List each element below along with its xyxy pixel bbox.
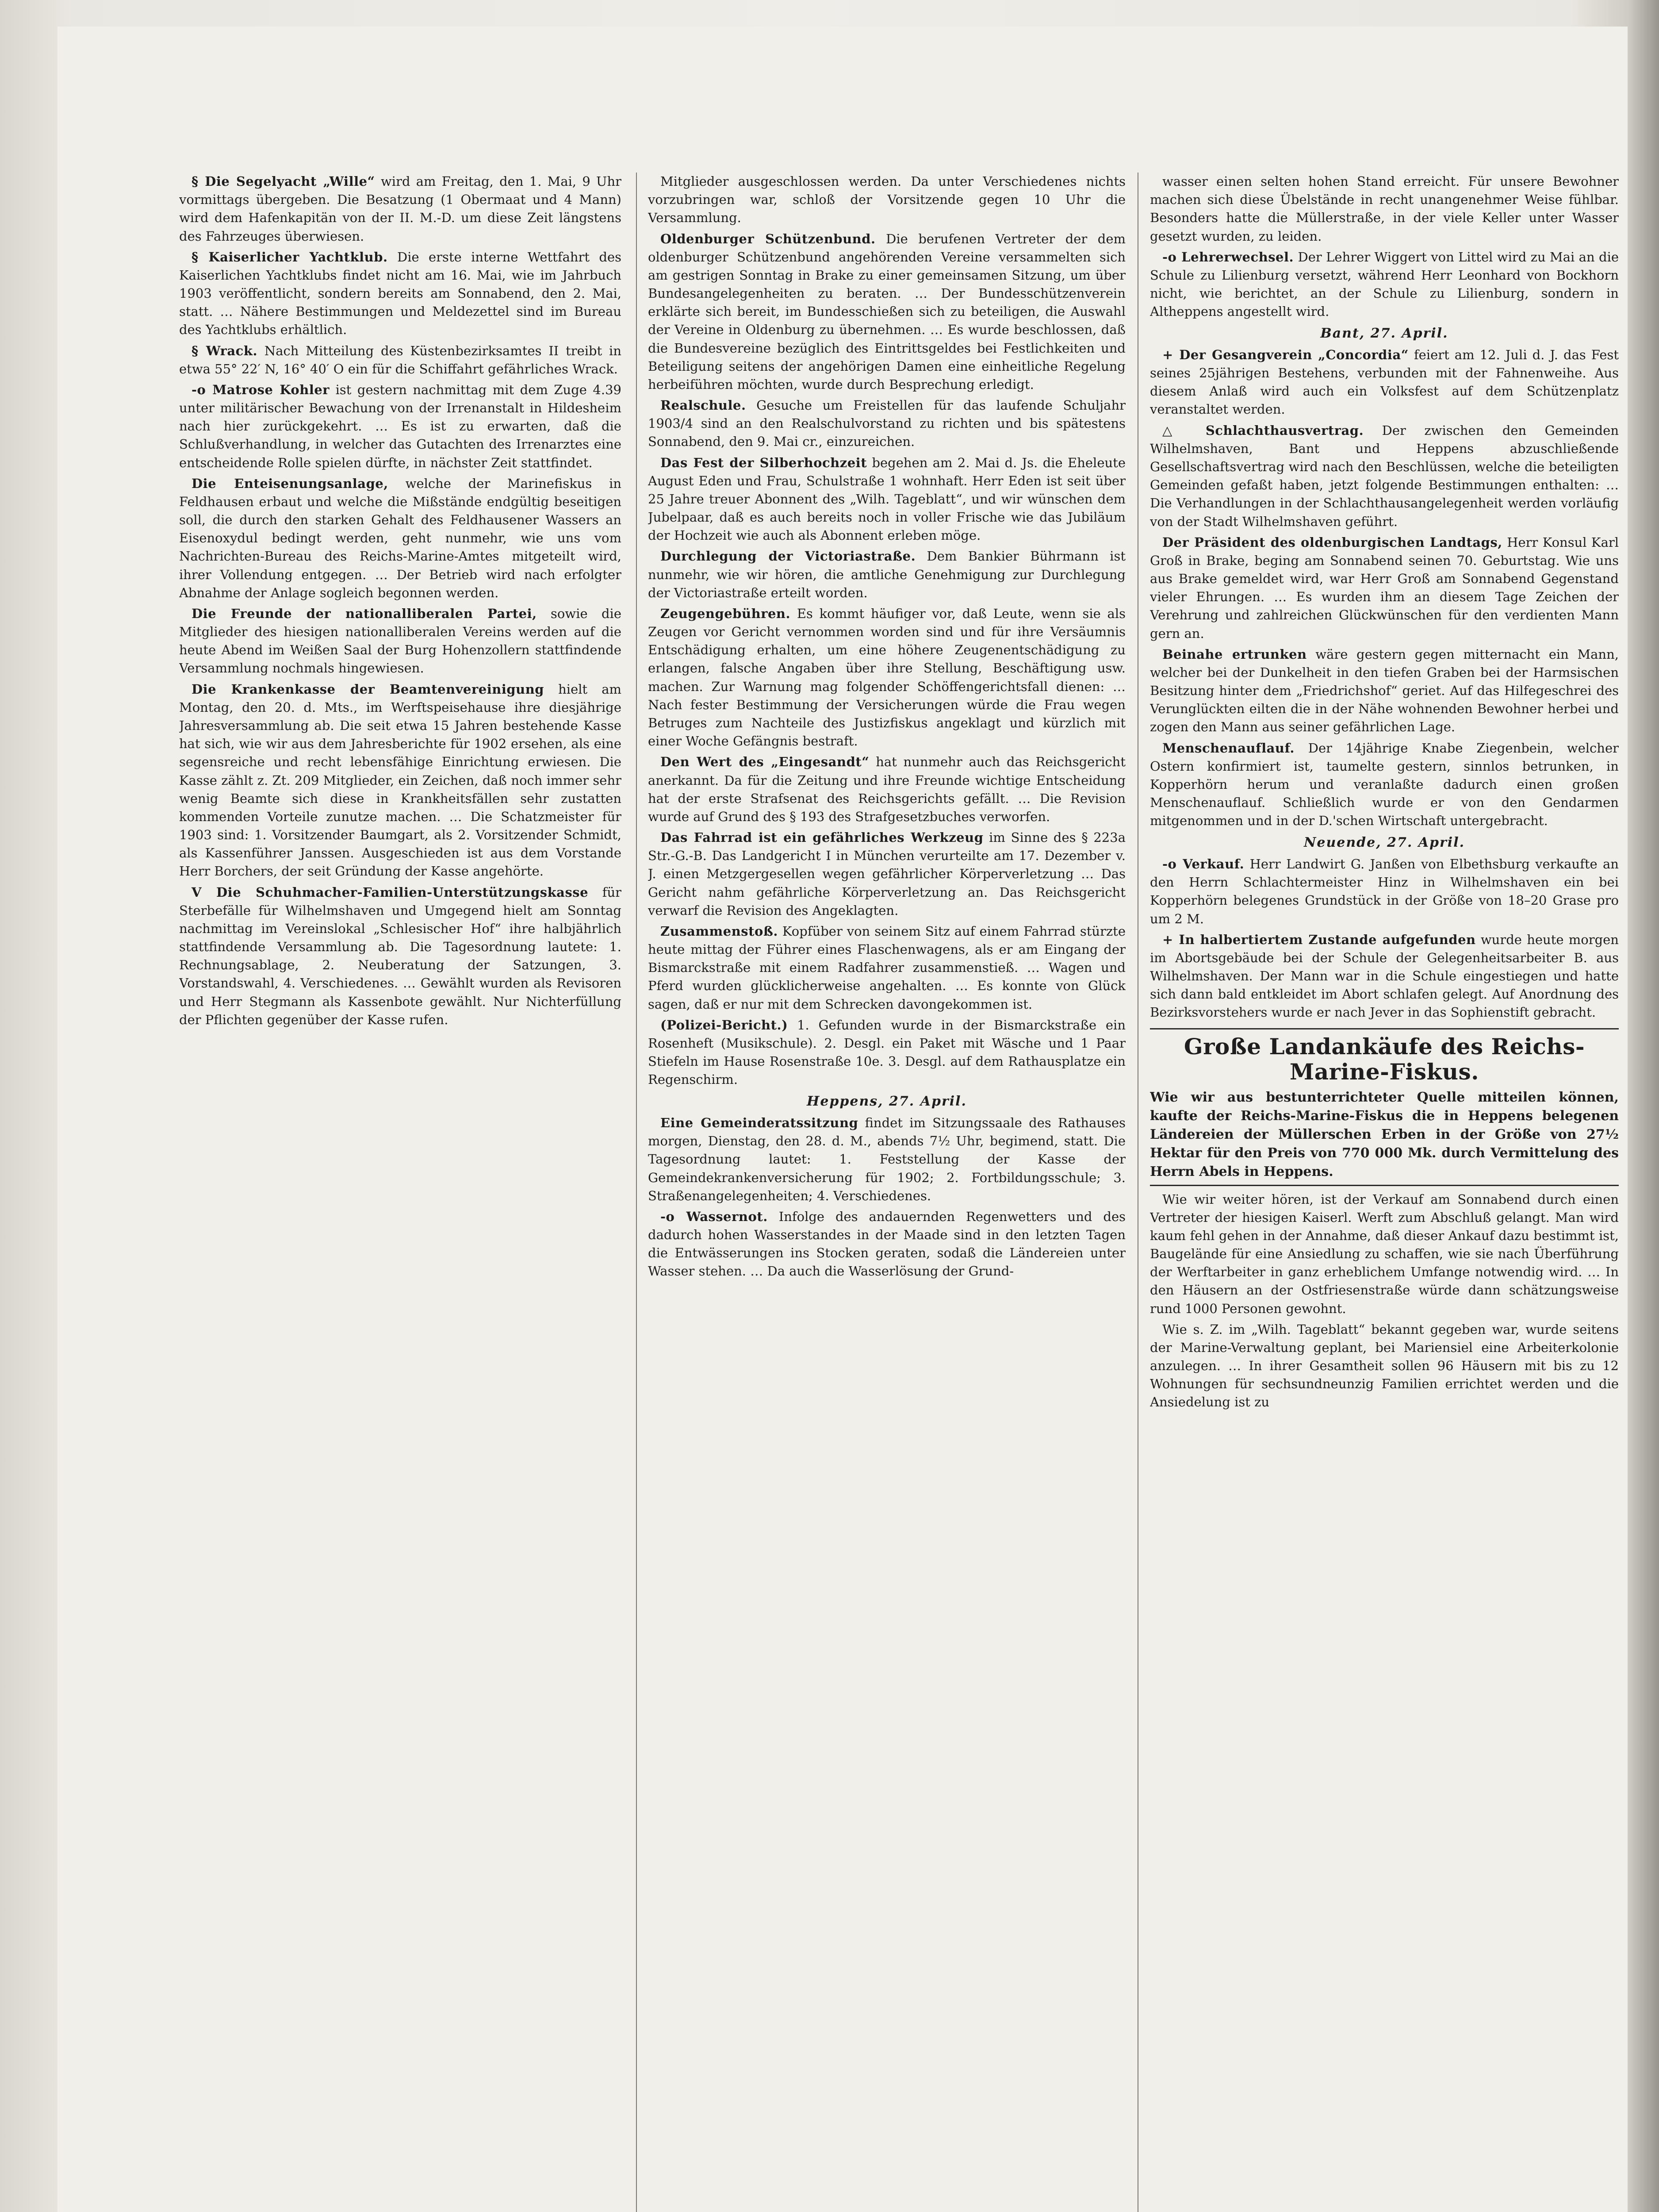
article <box>1150 346 1619 419</box>
article <box>648 753 1126 826</box>
article-body: hielt am Montag, den 20. d. Mts., im Werftspeisehause ihre diesjährige Jahresversammlung ab. Die seit etwa 15 Jahren bestehende Kasse hat sich, wie wir aus dem Jahresberichte für 1902 ersehen, als eine segensreiche und recht lebensfähige Einrichtung erwiesen. Die Kasse zählt z. Zt. 209 Mitglieder, ein Zeichen, daß noch immer sehr wenig Beamte sich diese in Krankheitsfällen sehr zustatten kommenden Vorteile zunutze machen. … Die Schatzmeister für 1903 sind: 1. Vorsitzender Baumgart, als 2. Vorsitzender Schmidt, als Kassenführer Janssen. Ausgeschieden ist aus dem Vorstande Herr Borchers, der seit Gründung der Kasse angehörte. <box>179 681 621 879</box>
article-body: 1. Gefunden wurde in der Bismarckstraße ein Rosenheft (Musikschule). 2. Desgl. ein Paket mit Wäsche und 1 Paar Stiefeln im Hause Rosenstraße 10e. 3. Desgl. auf dem Rathausplatze ein Regenschirm. <box>648 1017 1126 1087</box>
article-heading: Eine Gemeinderatssitzung <box>660 1115 858 1131</box>
article <box>1150 855 1619 928</box>
article-heading: (Polizei-Bericht.) <box>660 1017 788 1033</box>
article-heading: Realschule. <box>660 398 746 413</box>
article <box>648 230 1126 394</box>
article-body: Der zwischen den Gemeinden Wilhelmshaven, Bant und Heppens abzuschließende Gesellschaftsvertrag wird nach den Beschlüssen, welche die beteiligten Gemeinden gefaßt haben, jetzt folgende Bestimmungen enthalten: … Die Verhandlungen in der Schlachthausangelegenheit werden vorläufig von der Stadt Wilhelmshaven geführt. <box>1150 422 1619 529</box>
column-left <box>179 173 621 2212</box>
article-heading: Das Fest der Silberhochzeit <box>660 455 867 470</box>
article-body: Dem Bankier Bührmann ist nunmehr, wie wir hören, die amtliche Genehmigung zur Durchlegung der Victoriastraße erteilt worden. <box>648 549 1126 600</box>
column-right <box>1150 173 1619 2212</box>
article-body: wurde heute morgen im Abortsgebäude bei der Schule der Gelegenheitsarbeiter B. aus Wilhelmshaven. Der Mann war in die Schule eingestiegen und hatte sich dann bald entkleidet im Abort schlafen gelegt. Auf Anordnung des Bezirksvorstehers wurde er nach Jever in das Sophienstift gebracht. <box>1150 932 1619 1020</box>
column-rule <box>636 173 637 2212</box>
article <box>1150 739 1619 830</box>
dateline: Bant, 27. April. <box>1320 326 1448 342</box>
article-body: Kopfüber von seinem Sitz auf einem Fahrrad stürzte heute mittag der Führer eines Flaschenwagens, als er am Eingang der Bismarckstraße mit einem Radfahrer zusammenstieß. … Wagen und Pferd wurden glücklicherweise angehalten. … Es konnte von Glück sagen, daß er nur mit dem Schrecken davongekommen ist. <box>648 923 1126 1012</box>
article-heading: + Der Gesangverein „Concordia“ <box>1162 347 1409 362</box>
article-body: Es kommt häufiger vor, daß Leute, wenn sie als Zeugen vor Gericht vernommen worden sind und für ihre Versäumnis Entschädigung erhalten, um eine höhere Zeugenentschädigung zu erlangen, falsche Angaben über ihre Stellung, Beschäftigung usw. machen. Zur Warnung mag folgender Schöffengerichtsfall dienen: … Nach fester Bestimmung der Versicherungen würde die Frau wegen Betruges zum Nachteile des Justizfiskus angeklagt und kürzlich mit einer Woche Gefängnis bestraft. <box>648 606 1126 749</box>
article <box>179 605 621 678</box>
article-heading: △ Schlachthausvertrag. <box>1162 422 1364 438</box>
article-heading: Durchlegung der Victoriastraße. <box>660 549 916 564</box>
article <box>179 381 621 472</box>
article <box>648 396 1126 451</box>
article <box>179 342 621 378</box>
article <box>648 547 1126 602</box>
article-heading: V Die Schuhmacher-Familien-Unterstützungskasse <box>192 884 589 900</box>
article <box>179 173 621 246</box>
article-heading: § Wrack. <box>192 343 258 358</box>
article-body: Nach Mitteilung des Küstenbezirksamtes II treibt in etwa 55° 22′ N, 16° 40′ O ein für die Schiffahrt gefährliches Wrack. <box>179 343 621 376</box>
article-body: begehen am 2. Mai d. Js. die Eheleute August Eden und Frau, Schulstraße 1 wohnhaft. Herr Eden ist seit über 25 Jahre treuer Abonnent des „Wilh. Tageblatt“, und wir wünschen dem Jubelpaar, daß es auch bereits noch in voller Frische wie das Jubiläum der Hochzeit wie auch als Abonnent erleben möge. <box>648 455 1126 543</box>
headline-box <box>1150 1028 1619 1186</box>
article-body: Mitglieder ausgeschlossen werden. Da unter Verschiedenes nichts vorzubringen war, schloß der Vorsitzende gegen 10 Uhr die Versammlung. <box>648 174 1126 226</box>
article-body: für Sterbefälle für Wilhelmshaven und Umgegend hielt am Sonntag nachmittag im Vereinslokal „Schlesischer Hof“ ihre halbjährlich stattfindende Versammlung ab. Die Tagesordnung lautete: 1. Rechnungsablage, 2. Neuberatung der Satzungen, 3. Vorstandswahl, 4. Verschiedenes. … Gewählt wurden als Revisoren und Herr Stegmann als Kassenbote gewählt. Nur Nichterfüllung der Pflichten gegenüber der Kasse rufen. <box>179 884 621 1027</box>
article <box>648 922 1126 1014</box>
article-heading: -o Verkauf. <box>1162 856 1245 872</box>
article-heading: Das Fahrrad ist ein gefährliches Werkzeug <box>660 830 984 845</box>
article-heading: -o Matrose Kohler <box>192 382 330 397</box>
article <box>1150 534 1619 643</box>
column-middle <box>648 173 1126 2212</box>
article <box>179 475 621 602</box>
article-body: Die berufenen Vertreter der dem oldenburger Schützenbund angehörenden Vereine versammelten sich am gestrigen Sonntag in Brake zu einer gemeinsamen Sitzung, um über Bundesangelegenheiten zu beraten. … Der Bundesschützenverein erklärte sich bereit, im Bundesschießen sich zu beteiligen, die Auswahl der Vereine in Oldenburg zu übernehmen. … Es wurde beschlossen, daß die Bundesvereine bezüglich des Eintrittsgeldes bei Festlichkeiten und Beteiligung seitens der angehörigen Damen eine einheitliche Regelung herbeiführen möchten, wurde durch Besprechung erledigt. <box>648 231 1126 392</box>
article-heading: Oldenburger Schützenbund. <box>660 231 876 246</box>
article <box>1150 1190 1619 1318</box>
article-heading: -o Lehrerwechsel. <box>1162 249 1294 265</box>
article-body: Der 14jährige Knabe Ziegenbein, welcher Ostern konfirmiert ist, taumelte gestern, sinnlos betrunken, in Kopperhörn herum und veranlaßte dadurch einen großen Menschenauflauf. Schließlich wurde er von den Gendarmen mitgenommen und in der D.'schen Wirtschaft untergebracht. <box>1150 740 1619 829</box>
article-body: hat nunmehr auch das Reichsgericht anerkannt. Da für die Zeitung und ihre Freunde wichtige Entscheidung hat der erste Strafsenat des Reichsgerichts gefällt. … Die Revision wurde auf Grund des § 193 des Strafgesetzbuches verworfen. <box>648 754 1126 824</box>
article-heading: § Kaiserlicher Yachtklub. <box>192 249 388 265</box>
article-heading: Die Krankenkasse der Beamtenvereinigung <box>192 681 544 697</box>
article-body: Wie wir weiter hören, ist der Verkauf am Sonnabend durch einen Vertreter der hiesigen Kaiserl. Werft zum Abschluß gelangt. Man wird kaum fehl gehen in der Annahme, daß dieser Ankauf dazu bestimmt ist, Baugelände für eine Ansiedlung zu schaffen, wie sie nach Überführung der Werftarbeiter in ganz erheblichem Umfange notwendig wird. … In den Häusern an der Ostfriesenstraße würde dann schätzungsweise rund 1000 Personen gewohnt. <box>1150 1191 1619 1316</box>
article <box>1150 1321 1619 1412</box>
article-body: wird am Freitag, den 1. Mai, 9 Uhr vormittags übergeben. Die Besatzung (1 Obermaat und 4 Mann) wird dem Hafenkapitän von der II. M.-D. um diese Zeit längstens des Fahrzeuges überwiesen. <box>179 174 621 244</box>
article-heading: Die Freunde der nationalliberalen Partei, <box>192 606 537 621</box>
article-body: im Sinne des § 223a Str.-G.-B. Das Landgericht I in München verurteilte am 17. Dezember v. J. einen Metzgergesellen wegen gefährlicher Körperverletzung … Das Gericht nahm gefährliche Körperverletzung an. Das Reichsgericht verwarf die Revision des Angeklagten. <box>648 830 1126 918</box>
headline-lead: Wie wir aus bestunterrichteter Quelle mitteilen können, kaufte der Reichs-Marine-Fiskus die in Heppens belegenen Ländereien der Müllerschen Erben in der Größe von 27½ Hektar für den Preis von 770 000 Mk. durch Vermittelung des Herrn Abels in Heppens. <box>1150 1089 1619 1179</box>
page-edge-shadow <box>1628 0 1659 2212</box>
article-body: Infolge des andauernden Regenwetters und des dadurch hohen Wasserstandes in der Maade sind in den letzten Tagen die Entwässerungen ins Stocken geraten, sodaß die Ländereien unter Wasser stehen. … Da auch die Wasserlösung der Grund- <box>648 1209 1126 1279</box>
article-heading: Menschenauflauf. <box>1162 740 1295 756</box>
headline-title: Große Landankäufe des Reichs-Marine-Fiskus. <box>1184 1033 1585 1085</box>
article-heading: Die Enteisenungsanlage, <box>192 476 388 491</box>
article-body: Die erste interne Wettfahrt des Kaiserlichen Yachtklubs findet nicht am 16. Mai, wie im Jahrbuch 1903 veröffentlicht, sondern bereits am Sonnabend, den 2. Mai, statt. … Nähere Bestimmungen und Meldezettel sind im Bureau des Yachtklubs erhältlich. <box>179 249 621 338</box>
article <box>648 1208 1126 1281</box>
article-heading: -o Wassernot. <box>660 1209 768 1224</box>
article-body: Der Lehrer Wiggert von Littel wird zu Mai an die Schule zu Lilienburg versetzt, während Herr Leonhard von Bockhorn nicht, wie berichtet, an der Schule zu Lilienburg, sondern in Altheppens angestellt wird. <box>1150 249 1619 319</box>
article-body: feiert am 12. Juli d. J. das Fest seines 25jährigen Bestehens, verbunden mit der Fahnenweihe. Aus diesem Anlaß wird auch ein Volksfest auf dem Schützenplatz veranstaltet werden. <box>1150 347 1619 417</box>
dateline: Heppens, 27. April. <box>807 1094 967 1110</box>
article-body: Herr Konsul Karl Groß in Brake, beging am Sonnabend seinen 70. Geburtstag. Wie uns aus Brake gemeldet wird, war Herr Groß am Sonnabend Gegenstand vieler Ehrungen. … Es wurden ihm an diesem Tage Zeichen der Verehrung und zahlreichen Glückwünschen für den verdienten Mann gern an. <box>1150 534 1619 641</box>
article-body: Herr Landwirt G. Janßen von Elbethsburg verkaufte an den Herrn Schlachtermeister Hinz in Wilhelmshaven ein bei Kopperhörn belegenes Grundstück in der Größe von 18–20 Grase pro um 2 M. <box>1150 856 1619 926</box>
article <box>1150 645 1619 737</box>
article-heading: § Die Segelyacht „Wille“ <box>192 174 375 189</box>
article-heading: + In halbertiertem Zustande aufgefunden <box>1162 932 1476 947</box>
article-body: Gesuche um Freistellen für das laufende Schuljahr 1903/4 sind an den Realschulvorstand zu richten und bis spätestens Sonnabend, den 9. Mai cr., einzureichen. <box>648 398 1126 449</box>
article-body: wasser einen selten hohen Stand erreicht. Für unsere Bewohner machen sich diese Übelstände in recht unangenehmer Weise fühlbar. Besonders hatte die Müllerstraße, in der viele Keller unter Wasser gesetzt wurden, zu leiden. <box>1150 174 1619 244</box>
article <box>648 829 1126 920</box>
dateline: Neuende, 27. April. <box>1303 835 1465 851</box>
article-body: sowie die Mitglieder des hiesigen nationalliberalen Vereins werden auf die heute Abend im Weißen Saal der Burg Hohenzollern stattfindende Versammlung nochmals hingewiesen. <box>179 606 621 676</box>
article-body: wäre gestern gegen mitternacht ein Mann, welcher bei der Dunkelheit in den tiefen Graben bei der Harmsischen Besitzung hinter dem „Friedrichshof“ geriet. Auf das Hilfegeschrei des Verunglückten eilten die in der Nähe wohnenden Bewohner herbei und zogen den Mann aus seiner gefährlichen Lage. <box>1150 646 1619 735</box>
article-body: welche der Marinefiskus in Feldhausen erbaut und welche die Mißstände endgültig beseitigen soll, die durch den starken Gehalt des Feldhausener Wassers an Eisenoxydul bedingt werden, geht nunmehr, wie uns vom Nachrichten-Bureau des Reichs-Marine-Amtes mitgeteilt wird, ihrer Vollendung entgegen. … Der Betrieb wird nach erfolgter Abnahme der Anlage sogleich begonnen werden. <box>179 476 621 600</box>
article <box>179 883 621 1029</box>
article <box>1150 931 1619 1022</box>
article-body: Wie s. Z. im „Wilh. Tageblatt“ bekannt gegeben war, wurde seitens der Marine-Verwaltung geplant, bei Mariensiel eine Arbeiterkolonie anzulegen. … In ihrer Gesamtheit sollen 96 Häusern mit bis zu 12 Wohnungen für sechsundneunzig Familien errichtet werden und die Ansiedelung ist zu <box>1150 1321 1619 1410</box>
article <box>648 1016 1126 1089</box>
article <box>179 680 621 881</box>
article-heading: Zeugengebühren. <box>660 606 791 621</box>
article <box>1150 422 1619 531</box>
article <box>648 173 1126 227</box>
article <box>648 605 1126 750</box>
article <box>648 1114 1126 1205</box>
article-heading: Beinahe ertrunken <box>1162 646 1307 662</box>
article-heading: Zusammenstoß. <box>660 923 778 939</box>
article-heading: Den Wert des „Eingesandt“ <box>660 754 870 770</box>
article <box>179 248 621 339</box>
article <box>1150 248 1619 321</box>
article-body: findet im Sitzungssaale des Rathauses morgen, Dienstag, den 28. d. M., abends 7½ Uhr, begimend, statt. Die Tagesordnung lautet: 1. Feststellung der Kasse der Gemeindekrankenversicherung für 1902; 2. Fortbildungsschule; 3. Straßenangelegenheiten; 4. Verschiedenes. <box>648 1115 1126 1203</box>
article-body: ist gestern nachmittag mit dem Zuge 4.39 unter militärischer Bewachung von der Irrenanstalt in Hildesheim nach hier zurückgekehrt. … Es ist zu erwarten, daß die Schlußverhandlung, in welcher das Gutachten des Irrenarztes eine entscheidende Rolle spielen dürfte, in nächster Zeit stattfindet. <box>179 382 621 470</box>
article-heading: Der Präsident des oldenburgischen Landtags, <box>1162 534 1502 550</box>
article <box>648 454 1126 545</box>
article <box>1150 173 1619 246</box>
